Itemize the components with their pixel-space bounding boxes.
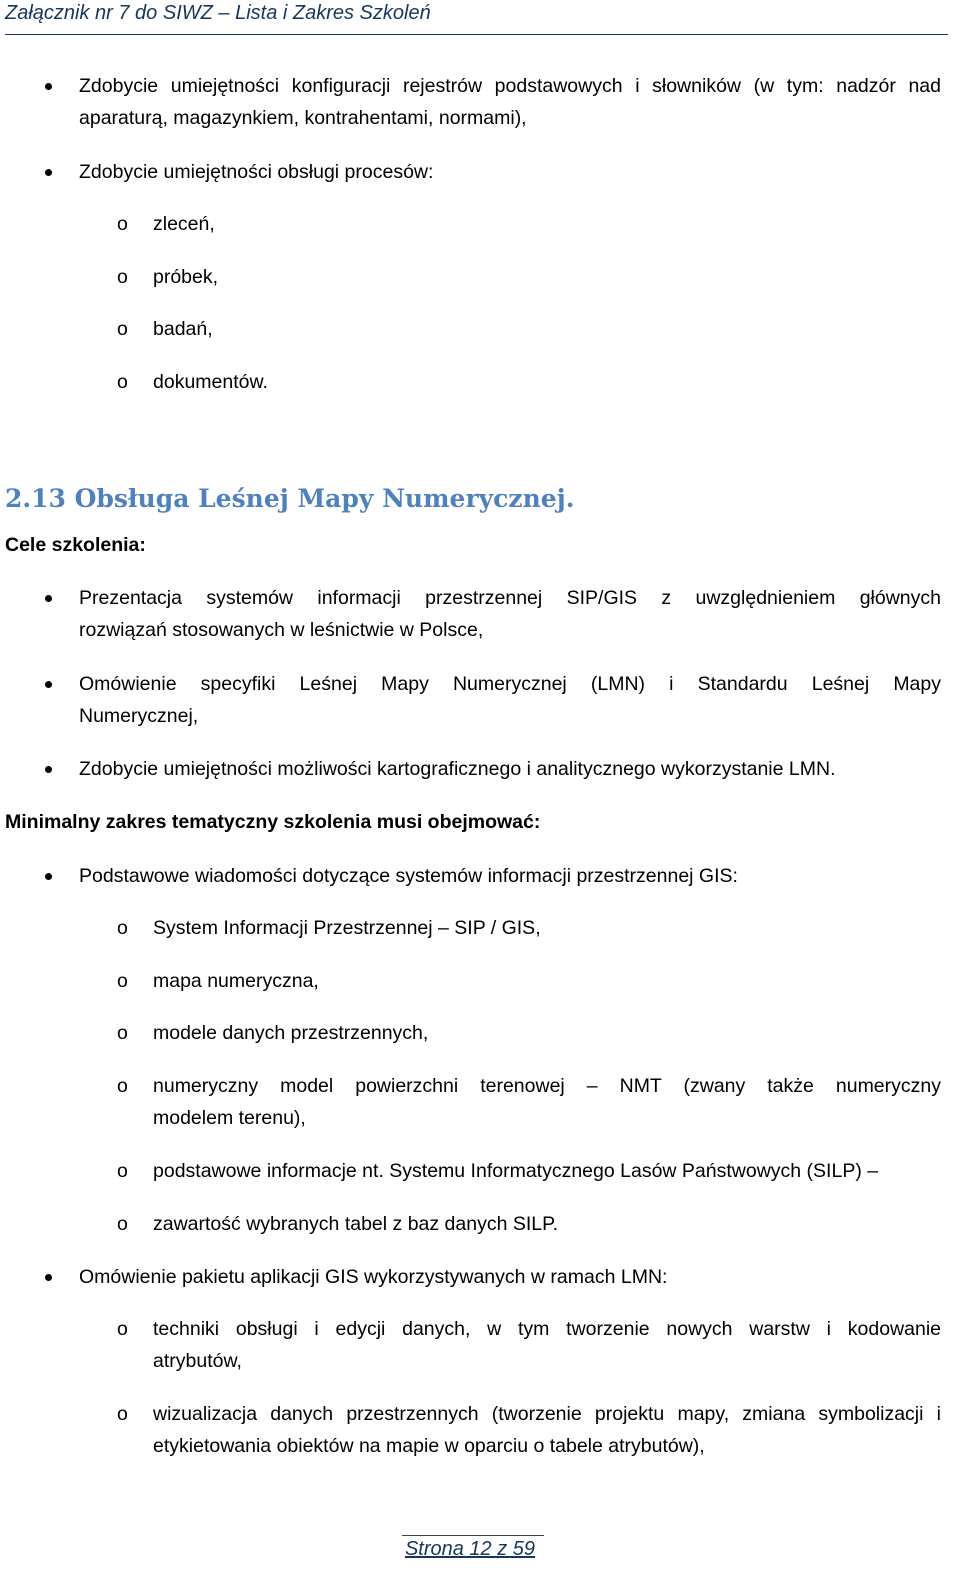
- goals-label: Cele szkolenia:: [5, 534, 146, 556]
- scope-label: Minimalny zakres tematyczny szkolenia musi obejmować:: [5, 811, 541, 833]
- sub-item: techniki obsługi i edycji danych, w tym tworzenie nowych warstw i kodowanie: [153, 1318, 941, 1340]
- sub-item: badań,: [153, 318, 213, 340]
- circle-bullet-icon: o: [117, 1160, 128, 1182]
- sub-item-cont: modelem terenu),: [153, 1107, 306, 1129]
- footer-rule: [402, 1535, 544, 1536]
- bullet-icon: [45, 83, 52, 90]
- sub-item: zawartość wybranych tabel z baz danych SILP.: [153, 1213, 559, 1235]
- circle-bullet-icon: o: [117, 1403, 128, 1425]
- section-heading: 2.13 Obsługa Leśnej Mapy Numerycznej.: [5, 484, 575, 513]
- sub-item: System Informacji Przestrzennej – SIP / GIS,: [153, 917, 541, 939]
- page-footer: [0, 1538, 940, 1561]
- circle-bullet-icon: o: [117, 917, 128, 939]
- sub-item: numeryczny model powierzchni terenowej – NMT (zwany także numeryczny: [153, 1075, 941, 1097]
- sub-item: wizualizacja danych przestrzennych (tworzenie projektu mapy, zmiana symbolizacji i: [153, 1403, 941, 1425]
- sub-item: podstawowe informacje nt. Systemu Informatycznego Lasów Państwowych (SILP) –: [153, 1160, 879, 1182]
- page-number: Strona 12 z 59: [404, 1538, 536, 1560]
- list-item-cont: Numerycznej,: [79, 705, 199, 727]
- circle-bullet-icon: o: [117, 1022, 128, 1044]
- sub-item-cont: atrybutów,: [153, 1350, 242, 1372]
- list-item: Zdobycie umiejętności konfiguracji rejestrów podstawowych i słowników (w tym: nadzór nad: [79, 75, 941, 97]
- bullet-icon: [45, 766, 52, 773]
- bullet-icon: [45, 169, 52, 176]
- list-item: Zdobycie umiejętności możliwości kartograficznego i analitycznego wykorzystanie LMN.: [79, 758, 836, 780]
- list-item-cont: aparaturą, magazynkiem, kontrahentami, normami),: [79, 107, 527, 129]
- circle-bullet-icon: o: [117, 371, 128, 393]
- circle-bullet-icon: o: [117, 1213, 128, 1235]
- sub-item: dokumentów.: [153, 371, 268, 393]
- sub-item: próbek,: [153, 266, 219, 288]
- circle-bullet-icon: o: [117, 970, 128, 992]
- circle-bullet-icon: o: [117, 1318, 128, 1340]
- circle-bullet-icon: o: [117, 1075, 128, 1097]
- circle-bullet-icon: o: [117, 213, 128, 235]
- circle-bullet-icon: o: [117, 318, 128, 340]
- list-item: Prezentacja systemów informacji przestrzennej SIP/GIS z uwzględnieniem głównych: [79, 587, 941, 609]
- list-item: Zdobycie umiejętności obsługi procesów:: [79, 161, 434, 183]
- list-item: Omówienie specyfiki Leśnej Mapy Numerycznej (LMN) i Standardu Leśnej Mapy: [79, 673, 941, 695]
- page-header: [5, 0, 948, 35]
- sub-item: modele danych przestrzennych,: [153, 1022, 429, 1044]
- bullet-icon: [45, 595, 52, 602]
- sub-item: zleceń,: [153, 213, 215, 235]
- bullet-icon: [45, 681, 52, 688]
- sub-item-cont: etykietowania obiektów na mapie w oparciu o tabele atrybutów),: [153, 1435, 705, 1457]
- circle-bullet-icon: o: [117, 266, 128, 288]
- list-item: Podstawowe wiadomości dotyczące systemów informacji przestrzennej GIS:: [79, 865, 738, 887]
- sub-item: mapa numeryczna,: [153, 970, 319, 992]
- bullet-icon: [45, 1274, 52, 1281]
- header-title: Załącznik nr 7 do SIWZ – Lista i Zakres Szkoleń: [5, 2, 431, 24]
- list-item-cont: rozwiązań stosowanych w leśnictwie w Polsce,: [79, 619, 484, 641]
- bullet-icon: [45, 873, 52, 880]
- list-item: Omówienie pakietu aplikacji GIS wykorzystywanych w ramach LMN:: [79, 1266, 668, 1288]
